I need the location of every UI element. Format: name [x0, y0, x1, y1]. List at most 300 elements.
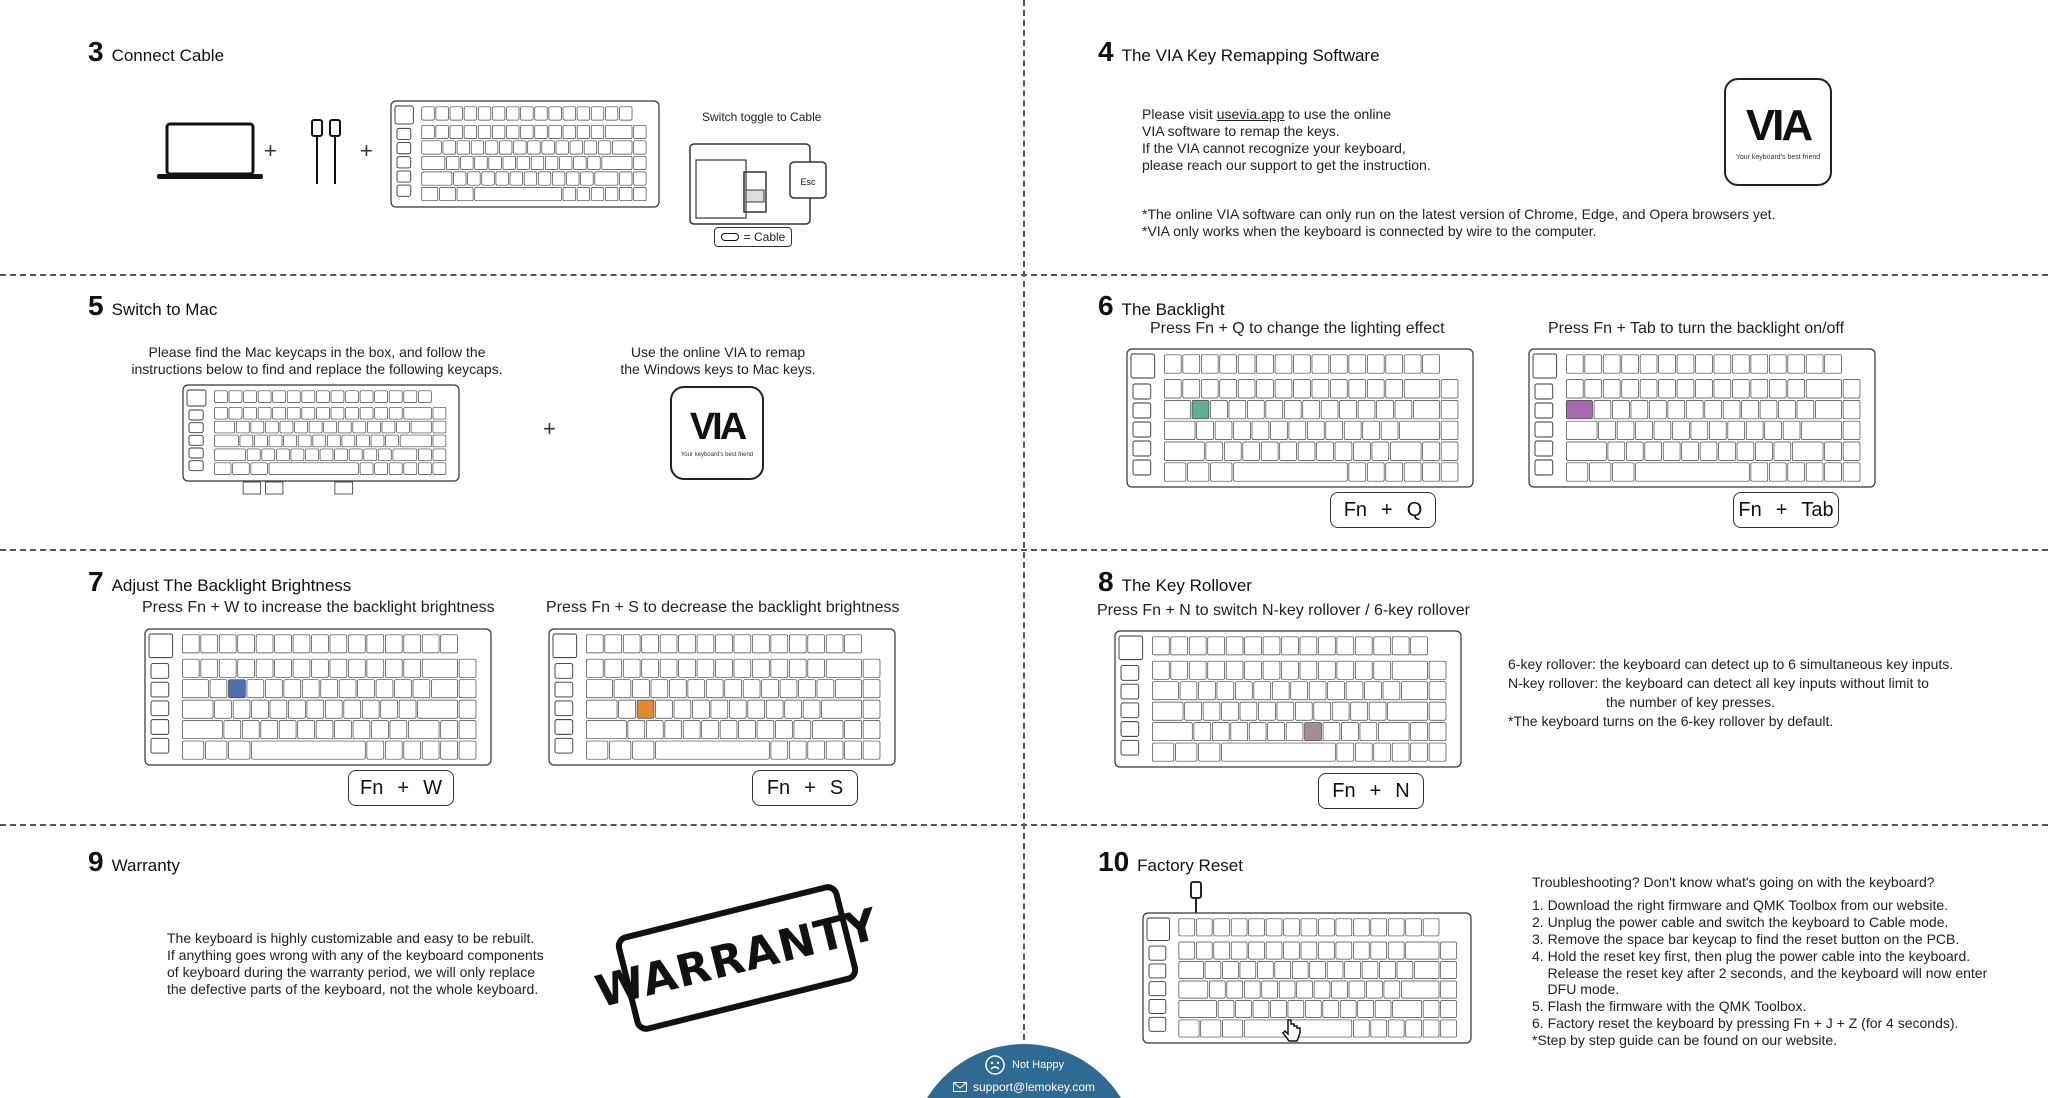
key: [1231, 723, 1248, 741]
key: [1353, 1020, 1369, 1037]
key: [845, 741, 862, 759]
key: [619, 187, 632, 200]
key: [665, 721, 682, 739]
key: [692, 700, 709, 718]
key: [1340, 400, 1357, 418]
key: [799, 680, 816, 698]
key: [1381, 421, 1398, 439]
fn-s-caption: Press Fn + S to decrease the backlight brightness: [546, 599, 900, 616]
key: [1240, 702, 1257, 720]
key: [706, 680, 723, 698]
section-number: 3: [88, 36, 104, 67]
key: [1825, 442, 1842, 460]
key: [1843, 442, 1860, 460]
key: [433, 449, 446, 461]
key: [766, 700, 783, 718]
macro-key: [1535, 422, 1553, 437]
section-label: Factory Reset: [1137, 856, 1243, 875]
key: [1797, 400, 1814, 418]
key: [1152, 637, 1169, 655]
key: [360, 391, 373, 403]
key: [1209, 981, 1225, 998]
section-3-title: [88, 36, 224, 68]
key: [1441, 400, 1458, 418]
key: [1429, 723, 1446, 741]
key: [586, 635, 603, 653]
key: [1349, 380, 1366, 398]
horizontal-divider-2: [0, 549, 2048, 551]
key: [1298, 442, 1315, 460]
key: [182, 635, 199, 653]
combo-plus: +: [397, 776, 410, 799]
key: [586, 700, 617, 718]
key: [496, 172, 509, 185]
key: [247, 680, 264, 698]
key: [1377, 400, 1394, 418]
key: [1224, 442, 1241, 460]
reset-step: Release the reset key after 2 seconds, and the keyboard will now enter: [1532, 964, 1988, 981]
key: [1594, 400, 1611, 418]
combo-key: S: [829, 776, 844, 799]
key: [734, 659, 751, 677]
key: [586, 659, 603, 677]
key: [1197, 421, 1214, 439]
key: [725, 680, 742, 698]
text-line: please reach our support to get the instruction.: [1142, 157, 1431, 173]
key: [1336, 942, 1352, 959]
key: [258, 391, 271, 403]
section-label: Warranty: [111, 856, 180, 875]
highlighted-key: [1566, 400, 1592, 418]
key: [287, 391, 300, 403]
key: [293, 659, 310, 677]
key: [789, 741, 806, 759]
key: [535, 107, 548, 120]
text-line: VIA software to remap the keys.: [1142, 123, 1340, 139]
key: [261, 721, 278, 739]
key: [812, 721, 843, 739]
key: [499, 141, 512, 154]
key: [1788, 380, 1805, 398]
key: [349, 449, 362, 461]
support-email-row[interactable]: [910, 1080, 1138, 1094]
key: [1314, 981, 1330, 998]
key: [808, 741, 825, 759]
key: [441, 635, 458, 653]
key: [542, 141, 555, 154]
key: [1566, 380, 1583, 398]
key: [1275, 355, 1292, 373]
key: [273, 407, 286, 419]
key: [375, 463, 388, 475]
key: [1384, 981, 1400, 998]
key: [1218, 1000, 1234, 1017]
key: [431, 680, 457, 698]
key: [1367, 463, 1384, 481]
macro-key: [1149, 964, 1166, 978]
key: [1825, 463, 1842, 481]
fn-n-combo: [1318, 773, 1424, 809]
key: [1211, 463, 1232, 481]
key: [1270, 421, 1287, 439]
key: [1340, 1000, 1356, 1017]
key: [863, 721, 880, 739]
via-instructions: [1142, 106, 1431, 174]
key: [240, 435, 253, 447]
key: [1203, 702, 1220, 720]
key: [1266, 400, 1283, 418]
support-email[interactable]: support@lemokey.com: [972, 1080, 1095, 1094]
key: [471, 141, 484, 154]
key: [752, 659, 769, 677]
key: [1257, 355, 1274, 373]
key: [1622, 380, 1639, 398]
key: [422, 156, 445, 169]
macro-key: [1149, 1017, 1166, 1031]
key: [1175, 743, 1196, 761]
section-label: The VIA Key Remapping Software: [1121, 46, 1380, 65]
key: [642, 635, 659, 653]
key: [1284, 942, 1300, 959]
key: [1815, 400, 1841, 418]
key: [229, 391, 242, 403]
key: [1252, 421, 1269, 439]
text-line: the number of key presses.: [1606, 694, 1775, 710]
section-5-title: [88, 290, 217, 322]
section-number: 4: [1098, 36, 1114, 67]
key: [353, 721, 370, 739]
key: [1337, 661, 1354, 679]
key: [1603, 355, 1620, 373]
section-7-title: [88, 566, 351, 598]
key: [422, 741, 439, 759]
key: [182, 680, 208, 698]
key: [817, 680, 834, 698]
key: [1253, 1000, 1269, 1017]
key: [1788, 463, 1805, 481]
key: [475, 156, 488, 169]
key: [1152, 702, 1183, 720]
macro-key: [555, 682, 573, 697]
key: [1654, 421, 1671, 439]
key: [404, 635, 421, 653]
key: [386, 435, 399, 447]
key: [252, 741, 366, 759]
key: [411, 421, 431, 433]
key: [1238, 355, 1255, 373]
key: [422, 187, 438, 200]
key: [1222, 702, 1239, 720]
key: [1640, 380, 1657, 398]
key: [559, 156, 572, 169]
key: [1404, 380, 1439, 398]
key: [757, 721, 774, 739]
key: [1208, 661, 1225, 679]
section-number: 7: [88, 566, 104, 597]
key: [1383, 682, 1400, 700]
key: [1275, 962, 1291, 979]
key: [397, 421, 410, 433]
section-6-title: [1098, 290, 1225, 322]
key: [256, 659, 273, 677]
key: [863, 741, 880, 759]
key: [1266, 942, 1282, 959]
key: [503, 156, 516, 169]
key: [1746, 421, 1763, 439]
key: [338, 421, 351, 433]
key: [1300, 661, 1317, 679]
key: [1843, 380, 1860, 398]
macro-key: [189, 423, 203, 433]
key: [254, 435, 267, 447]
key: [660, 659, 677, 677]
macro-key: [1149, 982, 1166, 996]
combo-plus: +: [1381, 498, 1393, 521]
key: [1441, 962, 1457, 979]
key: [418, 463, 431, 475]
key: [734, 635, 751, 653]
highlighted-key: [229, 680, 246, 698]
key: [459, 700, 476, 718]
envelope-icon: [953, 1082, 967, 1092]
key: [563, 187, 576, 200]
key: [1351, 702, 1368, 720]
key: [1705, 400, 1722, 418]
key: [1323, 1000, 1339, 1017]
key: [748, 700, 765, 718]
key: [1270, 1000, 1286, 1017]
key: [1429, 743, 1446, 761]
key: [863, 659, 880, 677]
warranty-stamp-text: WARRANTY: [590, 898, 884, 1018]
section-label: The Backlight: [1121, 300, 1225, 319]
key: [367, 741, 384, 759]
key: [1294, 355, 1311, 373]
key: [1355, 637, 1372, 655]
key: [1755, 442, 1772, 460]
key: [321, 680, 338, 698]
key: [514, 141, 527, 154]
key: [1659, 355, 1676, 373]
key: [244, 391, 257, 403]
key: [302, 407, 315, 419]
key: [1608, 442, 1625, 460]
rollover-description: [1508, 655, 1953, 731]
fn-q-caption: Press Fn + Q to change the lighting effect: [1150, 320, 1445, 337]
support-badge: [910, 1044, 1138, 1098]
section-label: Adjust The Backlight Brightness: [111, 576, 352, 595]
key: [1613, 400, 1630, 418]
via-logo: VIA: [1745, 100, 1811, 150]
key: [716, 659, 733, 677]
reset-step: 1. Download the right firmware and QMK Toolbox from our website.: [1532, 896, 1949, 913]
key: [381, 700, 398, 718]
key: [1392, 637, 1409, 655]
key: [1217, 682, 1234, 700]
key: [1164, 442, 1204, 460]
key: [1349, 463, 1366, 481]
key: [302, 391, 315, 403]
key: [1295, 702, 1312, 720]
key: [711, 700, 728, 718]
key: [275, 659, 292, 677]
keyboard-diagram-fn-q: [1126, 348, 1474, 490]
key: [1330, 355, 1347, 373]
key: [433, 407, 446, 419]
key: [826, 659, 861, 677]
key: [1284, 919, 1300, 936]
key: [1367, 380, 1384, 398]
key: [346, 391, 359, 403]
key: [762, 680, 779, 698]
key: [1566, 442, 1606, 460]
macro-key: [189, 410, 203, 420]
key: [634, 187, 647, 200]
key: [1423, 1000, 1439, 1017]
key: [450, 125, 463, 138]
key: [342, 435, 355, 447]
key: [619, 107, 632, 120]
key: [517, 156, 530, 169]
via-tagline: Your keyboard's best friend: [680, 452, 754, 458]
key: [1346, 682, 1363, 700]
key: [1284, 400, 1301, 418]
key: [1603, 380, 1620, 398]
key: [612, 141, 632, 154]
key: [633, 680, 650, 698]
key: [1220, 380, 1237, 398]
key: [521, 107, 534, 120]
section-label: Connect Cable: [111, 46, 225, 65]
key: [320, 449, 333, 461]
key: [1362, 962, 1378, 979]
macro-key: [1133, 460, 1151, 475]
key: [1367, 355, 1384, 373]
key: [1275, 380, 1292, 398]
key: [258, 407, 271, 419]
key: [634, 141, 647, 154]
key: [556, 141, 569, 154]
key: [669, 680, 686, 698]
factory-reset-steps: [1532, 874, 1987, 1049]
macro-key: [1535, 403, 1553, 418]
key: [1194, 723, 1211, 741]
key: [614, 680, 631, 698]
key: [1400, 421, 1440, 439]
key: [1388, 942, 1404, 959]
key: [1365, 682, 1382, 700]
key: [1640, 355, 1657, 373]
key: [287, 407, 300, 419]
text-line: Please find the Mac keycaps in the box, and follow the: [148, 344, 486, 360]
macro-key: [189, 461, 203, 471]
key: [236, 421, 249, 433]
key: [251, 463, 268, 475]
key: [1152, 682, 1178, 700]
key: [674, 700, 691, 718]
key: [1769, 355, 1786, 373]
key: [1289, 421, 1306, 439]
key: [1441, 463, 1458, 481]
key: [1205, 962, 1221, 979]
key: [441, 721, 458, 739]
key: [1374, 661, 1391, 679]
key: [1303, 400, 1320, 418]
key: [242, 721, 259, 739]
key: [182, 700, 213, 718]
key: [506, 125, 519, 138]
key: [443, 141, 456, 154]
key: [214, 435, 238, 447]
switch-caption: Switch toggle to Cable: [702, 110, 822, 124]
key: [1245, 661, 1262, 679]
key: [598, 141, 611, 154]
key: [623, 635, 640, 653]
key: [570, 141, 583, 154]
key: [1441, 421, 1458, 439]
key: [276, 449, 289, 461]
macro-key: [1133, 384, 1151, 399]
key: [360, 463, 373, 475]
key: [1199, 743, 1220, 761]
key: [1404, 355, 1421, 373]
key: [233, 700, 250, 718]
key: [1358, 400, 1375, 418]
key: [1371, 919, 1387, 936]
key: [1208, 637, 1225, 655]
highlighted-key: [1305, 723, 1322, 741]
key: [331, 407, 344, 419]
key: [1234, 463, 1348, 481]
key: [1626, 442, 1643, 460]
key: [1429, 661, 1446, 679]
key: [385, 659, 402, 677]
key: [1337, 743, 1354, 761]
key: [1337, 637, 1354, 655]
warranty-text: [167, 930, 544, 998]
macro-key: [397, 157, 411, 168]
usevia-link[interactable]: usevia.app: [1216, 106, 1285, 122]
key: [1358, 1000, 1374, 1017]
key: [269, 463, 358, 475]
usb-plug-icon: [1188, 880, 1204, 916]
macro-key: [1121, 703, 1139, 718]
keyboard-diagram: [390, 100, 660, 210]
key: [1280, 442, 1297, 460]
key: [1769, 380, 1786, 398]
sad-face-icon: [984, 1054, 1006, 1076]
key: [1171, 637, 1188, 655]
macro-key: [189, 435, 203, 445]
key: [1649, 400, 1666, 418]
key: [1374, 743, 1391, 761]
keyboard-diagram-fn-tab: [1528, 348, 1876, 490]
macro-key: [151, 738, 169, 753]
replacement-keycap: [335, 482, 352, 494]
key: [1189, 637, 1206, 655]
highlighted-key: [637, 700, 654, 718]
key: [1279, 981, 1295, 998]
combo-key: Fn: [766, 776, 791, 799]
key: [459, 659, 476, 677]
key: [1268, 723, 1285, 741]
key: [307, 700, 324, 718]
key: [1301, 919, 1317, 936]
key: [433, 435, 446, 447]
key: [1714, 380, 1731, 398]
key: [633, 741, 654, 759]
horizontal-divider-1: [0, 274, 2048, 276]
